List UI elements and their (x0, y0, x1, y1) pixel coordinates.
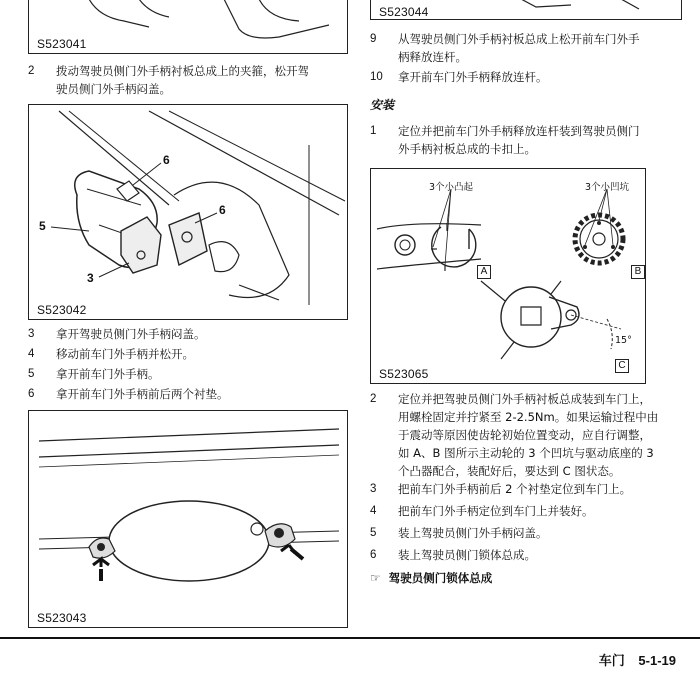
figure-id: S523043 (37, 611, 87, 625)
step-number: 3 (370, 483, 377, 495)
page-footer (589, 650, 676, 669)
step-number: 6 (370, 549, 377, 561)
figure-s523065 (370, 168, 646, 384)
step-2-remove (28, 62, 358, 98)
callout-6-bracket: 6 (219, 203, 226, 217)
step-5-install (370, 524, 688, 542)
step-text: 装上驾驶员侧门锁体总成。 (398, 548, 536, 562)
step-number: 5 (370, 527, 377, 539)
hand-pointer-icon: ☞ (370, 571, 381, 585)
step-number: 2 (370, 393, 377, 405)
step-text: 定位并把驾驶员侧门外手柄衬板总成装到车门上， 用螺栓固定并拧紧至 2-2.5Nm。如果运输过程中由 于震动等原因使齿轮初始位置变动，应自行调整， 如 A、B 图所示主动轮的 3 个凹坑与驱动底座的 3 个凸器配合，装配好后，要达到 C 图状态。 (398, 392, 659, 478)
view-label-b: B (631, 265, 645, 279)
step-number: 6 (28, 388, 35, 400)
callout-5: 5 (39, 219, 46, 233)
step-number: 3 (28, 328, 35, 340)
step-number: 1 (370, 125, 377, 137)
step-3-install (370, 480, 688, 498)
step-text: 拨动驾驶员侧门外手柄衬板总成上的夹箍，松开驾 驶员侧门外手柄闷盖。 (56, 64, 309, 96)
step-9-remove (370, 30, 680, 66)
step-2-install (370, 390, 688, 480)
label-three-dimples: 3个小凹坑 (585, 182, 630, 193)
view-label-c: C (615, 359, 629, 373)
step-text: 拿开驾驶员侧门外手柄闷盖。 (56, 327, 206, 341)
gear-icon (575, 215, 623, 263)
angle-label: 15° (615, 335, 632, 346)
view-label-a: A (477, 265, 491, 279)
step-number: 9 (370, 33, 377, 45)
step-6-remove (28, 385, 358, 403)
step-6-install (370, 546, 688, 564)
cross-reference-link[interactable] (370, 570, 492, 586)
step-number: 5 (28, 368, 35, 380)
step-text: 把前车门外手柄前后 2 个衬垫定位到车门上。 (398, 482, 632, 496)
figure-id: S523041 (37, 37, 87, 51)
figure-s523042 (28, 104, 348, 320)
step-1-install (370, 122, 680, 158)
step-4-remove (28, 345, 358, 363)
figure-id: S523065 (379, 367, 429, 381)
step-5-remove (28, 365, 358, 383)
figure-s523043 (28, 410, 348, 628)
step-text: 把前车门外手柄定位到车门上并装好。 (398, 504, 594, 518)
step-number: 2 (28, 65, 35, 77)
step-text: 装上驾驶员侧门外手柄闷盖。 (398, 526, 548, 540)
footer-rule (0, 637, 700, 639)
step-4-install (370, 502, 688, 520)
figure-id: S523042 (37, 303, 87, 317)
step-10-remove (370, 68, 680, 86)
step-text: 从驾驶员侧门外手柄衬板总成上松开前车门外手 柄释放连杆。 (398, 32, 640, 64)
step-number: 10 (370, 71, 383, 83)
step-number: 4 (28, 348, 35, 360)
step-3-remove (28, 325, 358, 343)
figure-s523044 (370, 0, 682, 20)
footer-section: 车门 (598, 653, 625, 668)
step-text: 移动前车门外手柄并松开。 (56, 347, 194, 361)
figure-s523065-drawing (371, 169, 646, 384)
step-text: 拿开前车门外手柄释放连杆。 (398, 70, 548, 84)
callout-3: 3 (87, 271, 94, 285)
label-three-bumps: 3个小凸起 (429, 182, 474, 193)
step-text: 拿开前车门外手柄。 (56, 367, 160, 381)
link-text[interactable]: 驾驶员侧门锁体总成 (388, 571, 493, 585)
install-section-title: 安装 (370, 98, 395, 112)
figure-s523042-drawing (29, 105, 348, 320)
figure-s523041 (28, 0, 348, 54)
step-number: 4 (370, 505, 377, 517)
callout-6-pad: 6 (163, 153, 170, 167)
figure-id: S523044 (379, 5, 429, 19)
step-text: 定位并把前车门外手柄释放连杆装到驾驶员侧门 外手柄衬板总成的卡扣上。 (398, 124, 640, 156)
step-text: 拿开前车门外手柄前后两个衬垫。 (56, 387, 229, 401)
footer-page-number: 5-1-19 (638, 653, 676, 668)
figure-s523043-drawing (29, 411, 348, 628)
